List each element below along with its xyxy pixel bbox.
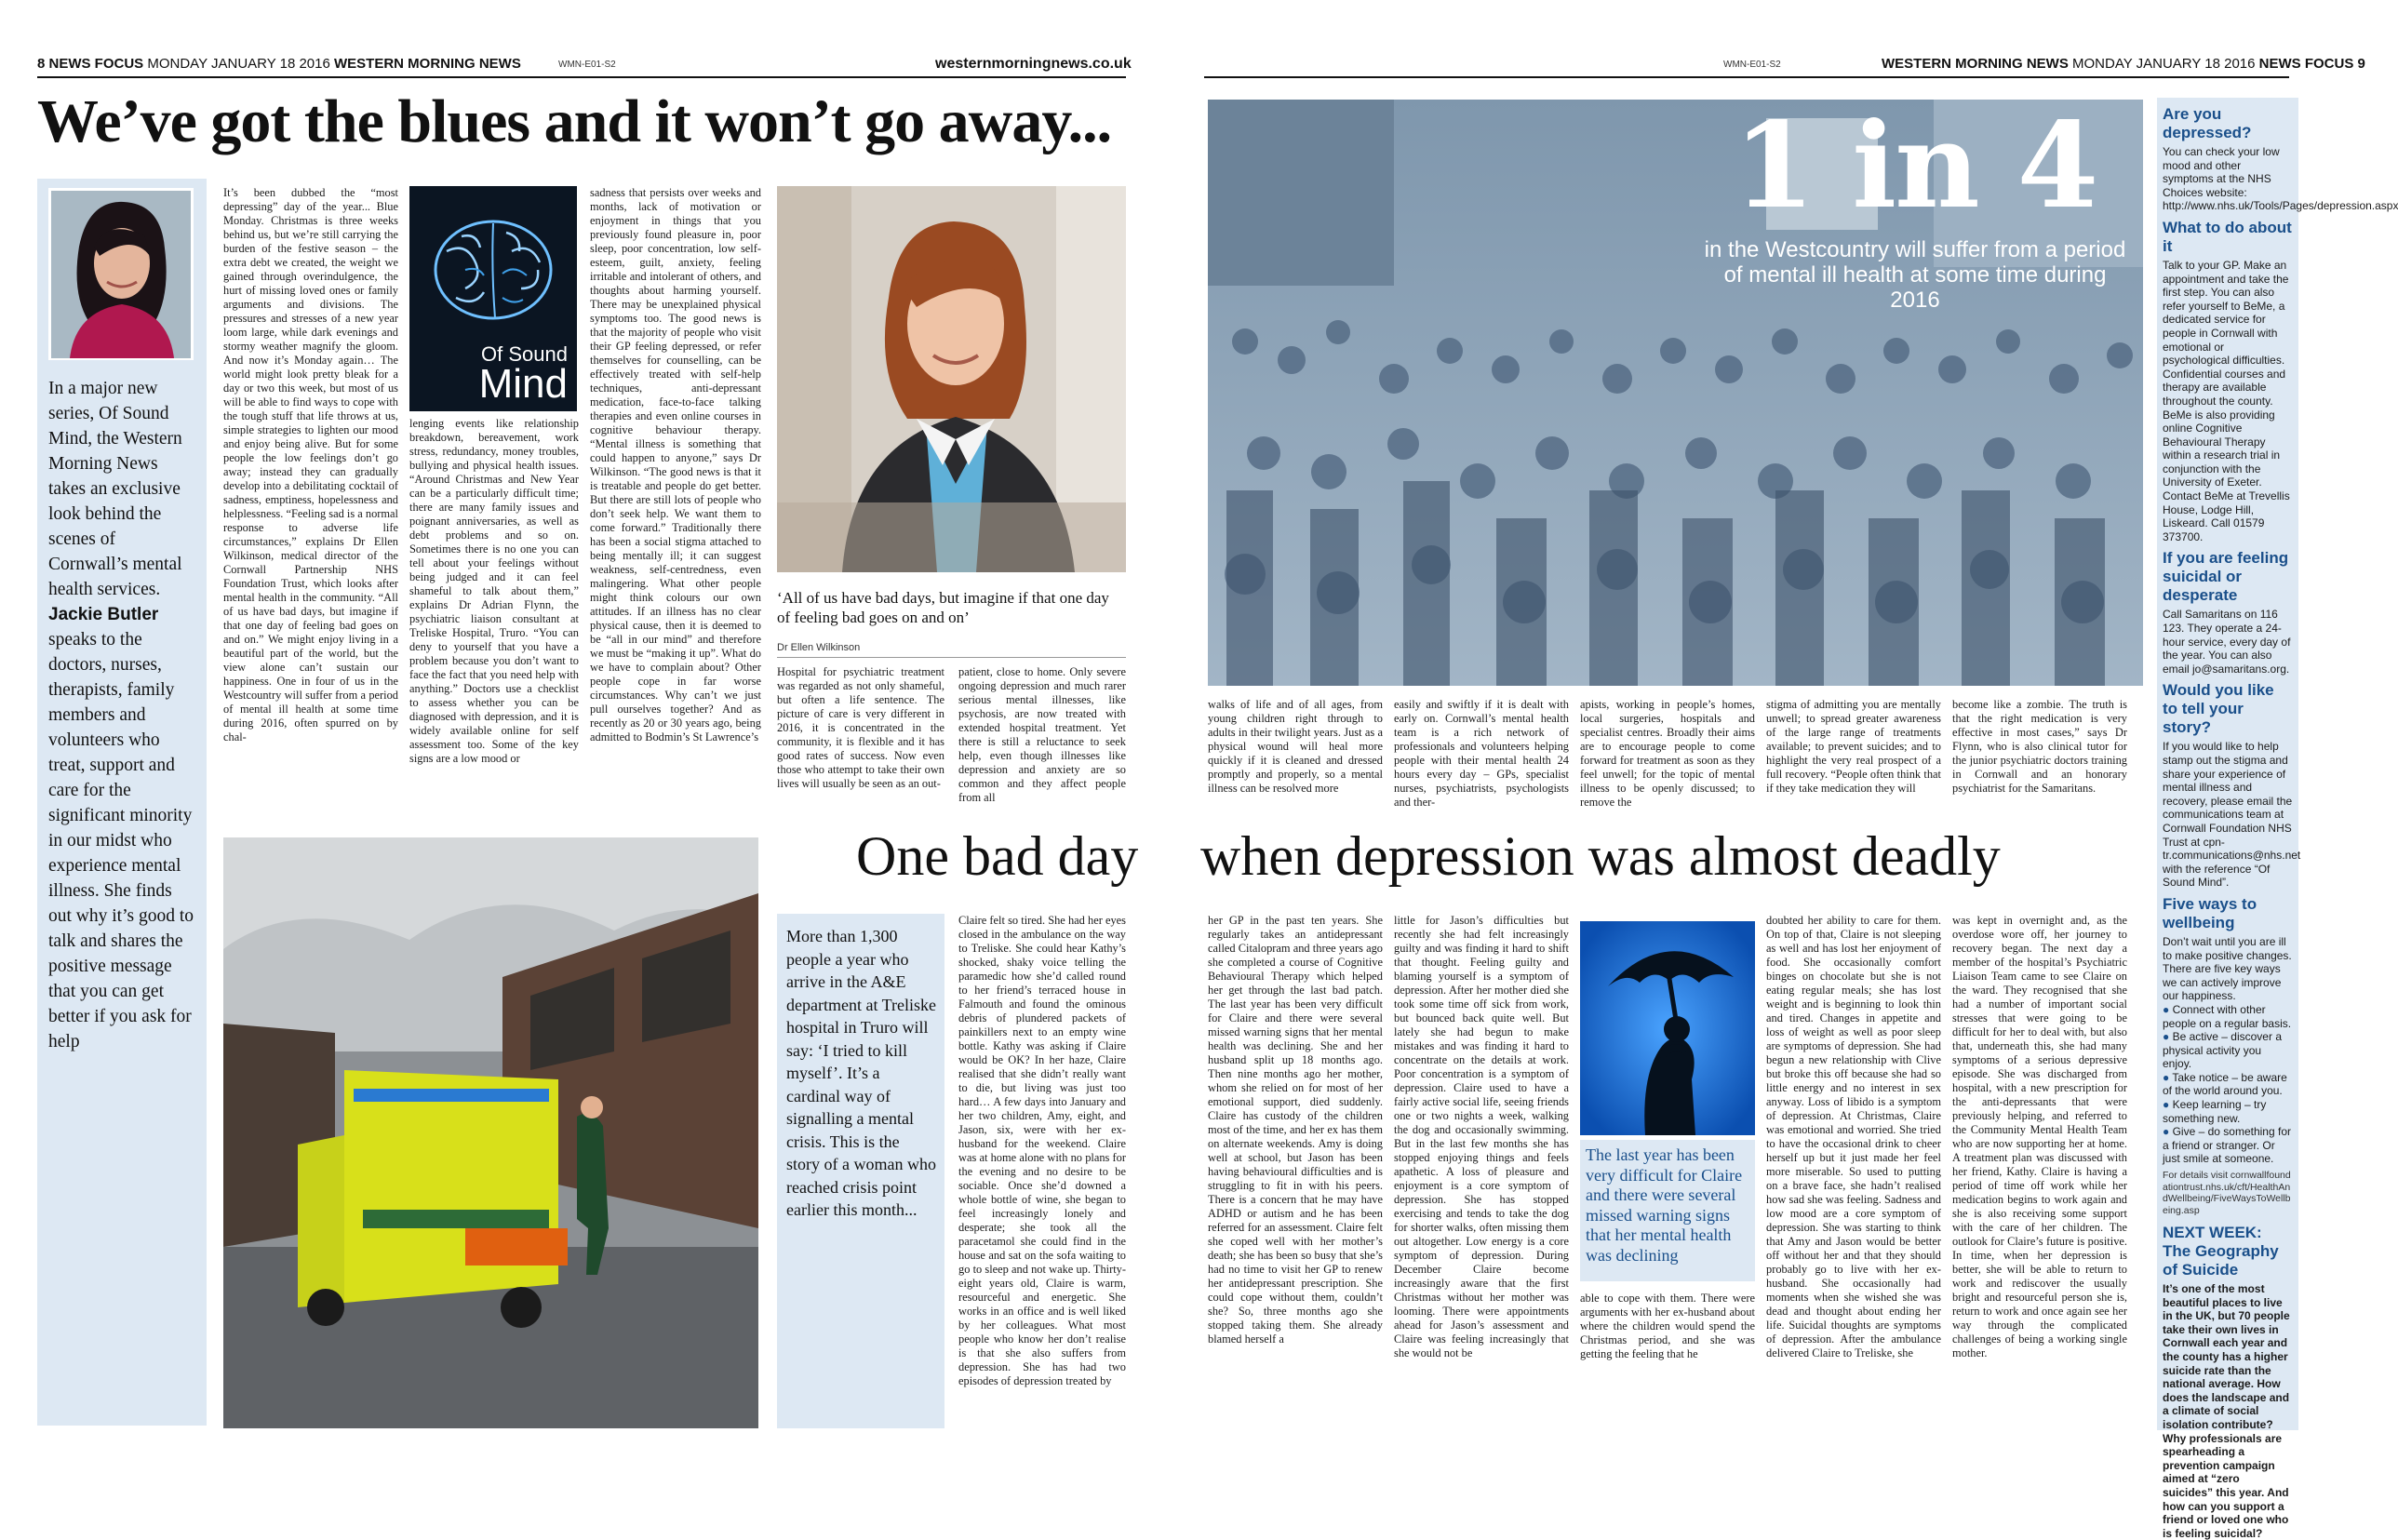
left-folio [37, 56, 521, 72]
umbrella-image [1580, 921, 1755, 1135]
folio-date: MONDAY JANUARY 18 2016 [147, 56, 330, 72]
crowd-photo [1208, 97, 2143, 686]
bullet-icon: ● [2163, 1125, 2173, 1139]
bullet-item [2163, 1030, 2293, 1071]
standfirst-rest: speaks to the doctors, nurses, therapists, family members and volunteers who treat, support and care for the significant minority in our midst who experience mental illness. She finds out why it’s good to talk and shares the positive message that you can get better if you ask for help [48, 630, 194, 1051]
bullet-icon: ● [2163, 1002, 2173, 1016]
bullet-item [2163, 1003, 2293, 1030]
sidebar-text-depressed: You can check your low mood and other symptoms at the NHS Choices website: http://www.nhs.uk/Tools/Pages/depression.aspx [2163, 145, 2398, 213]
sidebar-text-what-to-do: Talk to your GP. Make an appointment and take the first step. You can also refer yourself to BeMe, a dedicated service for people in Cornwall with emotional or psychological difficulties. Confidential courses and therapy are available throughout the county. BeMe is also providing online Cognitive Behavioural Therapy within a research trial in conjunction with the University of Exeter. Contact BeMe at Trevellis House, Lodge Hill, Liskeard. Call 01579 373700. [2163, 258, 2290, 543]
standfirst-text [48, 376, 197, 1054]
second-headline-part2: when depression was almost deadly [1200, 825, 2001, 887]
logo-line2: Mind [478, 361, 568, 407]
folio-date: MONDAY JANUARY 18 2016 [2072, 56, 2256, 72]
sidebar-heading-depressed: Are you depressed? [2163, 105, 2252, 141]
bullet-item [2163, 1098, 2293, 1125]
pull-box [777, 914, 944, 1428]
right-header-rule [1204, 76, 2289, 78]
second-headline-part1: One bad day [856, 825, 1139, 887]
folio-page-number: 9 [2357, 56, 2365, 72]
right-column-2: easily and swiftly if it is dealt with early on. Cornwall’s mental health team is a rich network of professionals and volunteers helping people with their mental health 24 hours every day – GPs, specialist nurses, psychiatrists, psychologists and ther- [1394, 698, 1569, 809]
right-edition-code: WMN-E01-S2 [1723, 60, 1781, 70]
left-header-rule [37, 76, 1126, 78]
bullet-text: Be active – discover a physical activity you enjoy. [2163, 1030, 2282, 1071]
article-column-4: Hospital for psychiatric treatment was regarded as not only shameful, but often a life sentence. The picture of care is very different in 2016, it is concentrated in the community, it is flexible and it has good rates of success. Now even those who attempt to take their own lives will usually be seen as an out- [777, 665, 944, 790]
folio-page-number: 8 [37, 56, 46, 72]
sidebar-text-story: If you would like to help stamp out the stigma and share your experience of mental illness and recovery, please email the communications team at Cornwall Foundation NHS Trust at cpn-tr.communications@nhs.net with the reference “Of Sound Mind”. [2163, 740, 2301, 890]
article-column-5: patient, close to home. Only severe ongoing depression and much rarer serious mental illnesses, like psychosis, are now treated with extended hospital treatment. Yet there is still a reluctance to seek help, even though illnesses like depression and anxiety are so common and they affect people from all [958, 665, 1126, 804]
umbrella-caption-text: The last year has been very difficult for Claire and there were several missed warning signs that her mental health was declining [1586, 1145, 1743, 1265]
sidebar-text-suicidal: Call Samaritans on 116 123. They operate a 24-hour service, every day of the year. You can also email jo@samaritans.org. [2163, 608, 2291, 676]
bullet-text: Keep learning – try something new. [2163, 1098, 2267, 1125]
stat-caption: in the Westcountry will suffer from a period of mental ill health at some time during 2016 [1704, 237, 2126, 313]
quote-credit: Dr Ellen Wilkinson [777, 642, 861, 653]
folio-section: NEWS FOCUS [2258, 56, 2354, 72]
sidebar-heading-next-week: NEXT WEEK: The Geography of Suicide [2163, 1224, 2279, 1279]
right-column-1: walks of life and of all ages, from young children right through to adults in their twilight years. Just as a physical wound will heal more quickly if it is cleaned and dressed promptly and properly, so a mental illness can be resolved more [1208, 698, 1383, 795]
right-column-3: apists, working in people’s homes, local surgeries, hospitals and specialist centres. Broadly their aims are to encourage people to come forward for treatment as soon as they feel unwell; for the topic of mental illness to be openly discussed; to remove the [1580, 698, 1755, 809]
right-page [1163, 0, 2398, 1540]
sidebar-details-link[interactable]: For details visit cornwallfoundationtrust.nhs.uk/cft/HealthAndWellbeing/FiveWaysToWellbeing.asp [2163, 1170, 2291, 1216]
article-column-1: It’s been dubbed the “most depressing” day of the year... Blue Monday. Christmas is three weeks behind us, but we’re still carrying the burden of the festive season – the extra debt we created, the weight we gained through overindulgence, the hurt of missing loved ones or family arguments and divisions. The pressures and stresses of a new year loom large, while dark evenings and stormy weather magnify the gloom. And now it’s Monday again… The world might look pretty bleak for a day or two this week, but most of us will be able to find ways to cope with the tough stuff that life throws at us, simple strategies to lighten our mood and enjoy being alive. But for some people the low feelings don’t go away; instead they can gradually develop into a debilitating cocktail of sadness, emptiness, hopelessness and helplessness. “Feeling sad is a normal response to adverse life circumstances,” explains Dr Ellen Wilkinson, medical director of the Cornwall Partnership NHS Foundation Trust, which looks after mental health in the community. “All of us have bad days, but imagine if that one day of feeling bad goes on and on.” We might enjoy living in a beautiful part of the world, but the view alone can’t sustain our happiness. One in four of us in the Westcountry will suffer from a period of mental ill health at some time during 2016, often spurred on by chal- [223, 186, 398, 743]
article-column-3: sadness that persists over weeks and months, lack of motivation or enjoyment in things that you previously found pleasure in, poor sleep, poor concentration, low self-esteem, guilt, anxiety, feeling irritable and intolerant of others, and thoughts about harming yourself. There may be unexplained physical symptoms too. The good news is that the majority of people who visit their GP feeling depressed, or refer themselves for counselling, can be effectively treated with self-help techniques, anti-depressant medication, face-to-face talking therapies and even online courses in cognitive behaviour therapy. “Mental illness is something that could happen to anyone,” says Dr Wilkinson. “The good news is that it is treatable and people do get better. But there are still lots of people who don’t seek help. We want them to come forward.” Traditionally there has been a social stigma attached to being mentally ill; it can suggest weakness, self-centredness, even malingering. What other people might think colours our own attitudes. If an illness has no clear physical cause, then it is deemed to be “all in our mind” and therefore we must be “making it up”. What do we have to complain about? Other people cope in far worse circumstances. Why can’t we just pull ourselves together? And as recently as 20 or 30 years ago, being admitted to Bodmin’s St Lawrence’s [590, 186, 761, 743]
of-sound-mind-logo [409, 186, 577, 411]
brain-icon [409, 195, 577, 344]
bullet-icon: ● [2163, 1098, 2173, 1112]
article-column-6: Claire felt so tired. She had her eyes closed in the ambulance on the way to Treliske. She could hear Kathy’s shocked, shaky voice telling the paramedic how she’d called round to her friend’s terraced house in Falmouth and found the ominous debris of plundered packets of painkillers next to an empty wine bottle. Kathy was asking if Claire would be OK? In her haze, Claire realised that she didn’t really want to die, but living was just too hard… A few days into January and her two children, Amy, eight, and Jason, six, were with her ex-husband for the weekend. Claire was at home alone with no plans for the evening and no desire to be sociable. Once she’d downed a whole bottle of wine, she began to feel increasingly lonely and desperate; she took all the paracetamol she could find in the house and sat on the sofa waiting to go to sleep and not wake up. Thirty-eight years old, Claire is warm, resourceful and energetic. She works in an office and is well liked by her colleagues. What most people who know her don’t realise is that she also suffers from depression. She has had two episodes of depression treated by [958, 914, 1126, 1387]
sidebar-heading-suicidal: If you are feeling suicidal or desperate [2163, 549, 2289, 605]
sidebar-text-five-ways: Don’t wait until you are ill to make positive changes. There are five key ways we can actively improve our happiness. [2163, 934, 2292, 1003]
standfirst-author: Jackie Butler [48, 605, 159, 624]
bullet-item [2163, 1125, 2293, 1166]
folio-paper: WESTERN MORNING NEWS [1882, 56, 2069, 72]
lower-column-4: doubted her ability to care for them. On top of that, Claire is not sleeping as well and has lost her enjoyment of food. She occasionally comfort binges on chocolate but she is not eating regular meals; she has lost weight and is beginning to look thin and tired. Changes in appetite and loss of weight as well as poor sleep are symptoms of depression. She had begun a new relationship with Clive but broke this off because she had so little energy and no interest in sex anyway. Loss of libido is a symptom of depression. At Christmas, Claire was emotional and worried. She tried to have the occasional drink to cheer herself up but it just made her feel more miserable. So used to putting on a brave face, she hadn’t realised how sad she was feeling. Sadness and low mood are a core symptom of depression. She was starting to think that Amy and Jason would be better off without her and that they should probably go to live with her ex-husband. She occasionally had moments when she wished she was dead and thought about ending her life. Suicidal thoughts are symptoms of depression. After the ambulance delivered Claire to Treliske, she [1766, 914, 1941, 1359]
folio-paper: WESTERN MORNING NEWS [334, 56, 521, 72]
main-headline: We’ve got the blues and it won’t go away... [37, 87, 1112, 155]
bullet-text: Give – do something for a friend or stranger. Or just smile at someone. [2163, 1125, 2291, 1166]
lower-column-2: little for Jason’s difficulties but recently she had felt increasingly guilty and was finding it hard to shift that thought. Feeling guilty and blaming yourself is a symptom of depression. After her mother died she took some time off sick from work, but bounced back quite well. But lately she had begun to make mistakes and was finding it hard to concentrate on the details at work. Poor concentration is a symptom of depression. Claire used to have a fairly active social life, seeing friends one or two nights a week, walking the dog and occasionally swimming. But in the last few months she has stopped enjoying things and feels apathetic. A loss of pleasure and enjoyment is a core symptom of depression. She has stopped exercising and tends to take the dog for shorter walks, often missing them out altogether. Low energy is a core symptom of depression. During December Claire become increasingly aware that the first Christmas without her mother was looming. There were appointments ahead for Jason’s assessment and Claire was feeling increasingly that she would not be [1394, 914, 1569, 1359]
lower-column-1: her GP in the past ten years. She regularly takes an antidepressant called Citalopram and three years ago she completed a course of Cognitive Behavioural Therapy which helped her get through the last bad patch. The last year has been very difficult for Claire and there were several missed warning signs that her mental health was declining. She and her husband split up 18 months ago. Then nine months ago her mother, whom she relied on for most of her emotional support, died suddenly. Claire has custody of the children most of the time, and her ex has them on alternate weekends. Amy is doing well at school, but Jason has been having behavioural difficulties and is struggling to fit in with his peers. There is a concern that he may have ADHD or autism and he has been referred for an assessment. Claire felt she coped well with her mother’s death; she has been so busy that she’s had no time to visit her GP to renew her antidepressant prescription. She could cope without them, couldn’t she? So, three months ago she stopped taking them. She already blamed herself a [1208, 914, 1383, 1346]
pull-quote: ‘All of us have bad days, but imagine if that one day of feeling bad goes on and on’ [777, 589, 1109, 626]
sidebar-heading-five-ways: Five ways to wellbeing [2163, 894, 2257, 931]
big-stat: 1 in 4 [1733, 97, 2097, 234]
sidebar-heading-story: Would you like to tell your story? [2163, 681, 2274, 737]
bullet-text: Take notice – be aware of the world around you. [2163, 1070, 2287, 1098]
bullet-text: Connect with other people on a regular basis. [2163, 1002, 2292, 1030]
doctor-photo [777, 186, 1126, 572]
standfirst-box [37, 179, 207, 1426]
left-website[interactable]: westernmorningnews.co.uk [935, 56, 1132, 72]
bullet-item [2163, 1071, 2293, 1098]
folio-section: NEWS FOCUS [48, 56, 144, 72]
logo-line1: Of Sound [481, 342, 568, 366]
quote-rule [777, 657, 1126, 658]
standfirst-intro: In a major new series, Of Sound Mind, the Western Morning News takes an exclusive look behind the scenes of Cornwall’s mental health services. [48, 379, 182, 599]
article-column-2: lenging events like relationship breakdown, bereavement, work stress, redundancy, money troubles, bullying and physical health issues. “Around Christmas and New Year can be a particularly difficult time; there are many family issues and poignant anniversaries, as well as debt problems and so on. Sometimes there is no one you can tell about your feelings without being judged and it can feel shameful to talk about them,” explains Dr Adrian Flynn, the psychiatric liaison consultant at Treliske Hospital, Truro. “You can deny to yourself that you have a problem because you don’t want to face the fact that you need help with anything.” Doctors use a checklist to assess whether you can be diagnosed with depression, and it is widely available online for self assessment too. Some of the key signs are a low mood or [409, 417, 579, 765]
ambulance-photo [223, 837, 758, 1428]
sidebar-bullet-list [2163, 1003, 2293, 1166]
sidebar-text-next-week: It’s one of the most beautiful places to live in the UK, but 70 people take their own lives in Cornwall each year and the county has a higher suicide rate than the national average. How does the landscape and a climate of social isolation contribute? Why professionals are spearheading a prevention campaign aimed at “zero suicides” this year. And how can you support a friend or loved one who is feeling suicidal? [2163, 1282, 2290, 1540]
help-sidebar [2157, 98, 2398, 1540]
right-folio [1882, 56, 2365, 72]
bullet-icon: ● [2163, 1070, 2173, 1084]
lower-column-3: able to cope with them. There were arguments with her ex-husband about where the children would spend the Christmas period, and she was getting the feeling that he [1580, 1292, 1755, 1360]
right-column-5: become like a zombie. The truth is that the right medication is very effective in most cases,” says Dr Flynn, who is also clinical tutor for the junior psychiatric doctors training in Cornwall and an honorary psychiatrist for the Samaritans. [1952, 698, 2127, 795]
right-column-4: stigma of admitting you are mentally unwell; to spread greater awareness of the large range of treatments available; to prevent suicides; and to highlight the very real prospect of a full recovery. “People often think that if they take medication they will [1766, 698, 1941, 795]
pull-box-text: More than 1,300 people a year who arrive in the A&E department at Treliske hospital in Truro will say: ‘I tried to kill myself’. It’s a cardinal way of signalling a mental crisis. This is the story of a woman who reached crisis point earlier this month... [786, 927, 936, 1219]
umbrella-caption [1580, 1140, 1755, 1281]
author-photo [48, 188, 194, 360]
bullet-icon: ● [2163, 1030, 2173, 1044]
sidebar-heading-what-to-do: What to do about it [2163, 218, 2292, 255]
lower-column-5: was kept in overnight and, as the overdose wore off, her journey to recovery began. The next day a member of the hospital’s Psychiatric Liaison Team came to see Claire on the ward. They recognised that she had a number of important social stresses that were going to be difficult for her to deal with, but also that, underneath this, she had many symptoms of a serious depressive episode. She was discharged from hospital, with a new prescription for the anti-depressants that were previously helping, and referred to the Community Mental Health Team who are now supporting her at home. A treatment plan was discussed with her friend, Kathy. Claire is having a period of time off work while her medication begins to work again and she is also receiving some support with the care of her children. The outlook for Claire’s future is positive. In time, when her depression is better, she will be able to return to work and rediscover the usually bright and resourceful person she is, return to work and once again see her way through the complicated challenges of being a working single mother. [1952, 914, 2127, 1359]
left-edition-code: WMN-E01-S2 [558, 60, 616, 70]
left-page [0, 0, 1163, 1484]
